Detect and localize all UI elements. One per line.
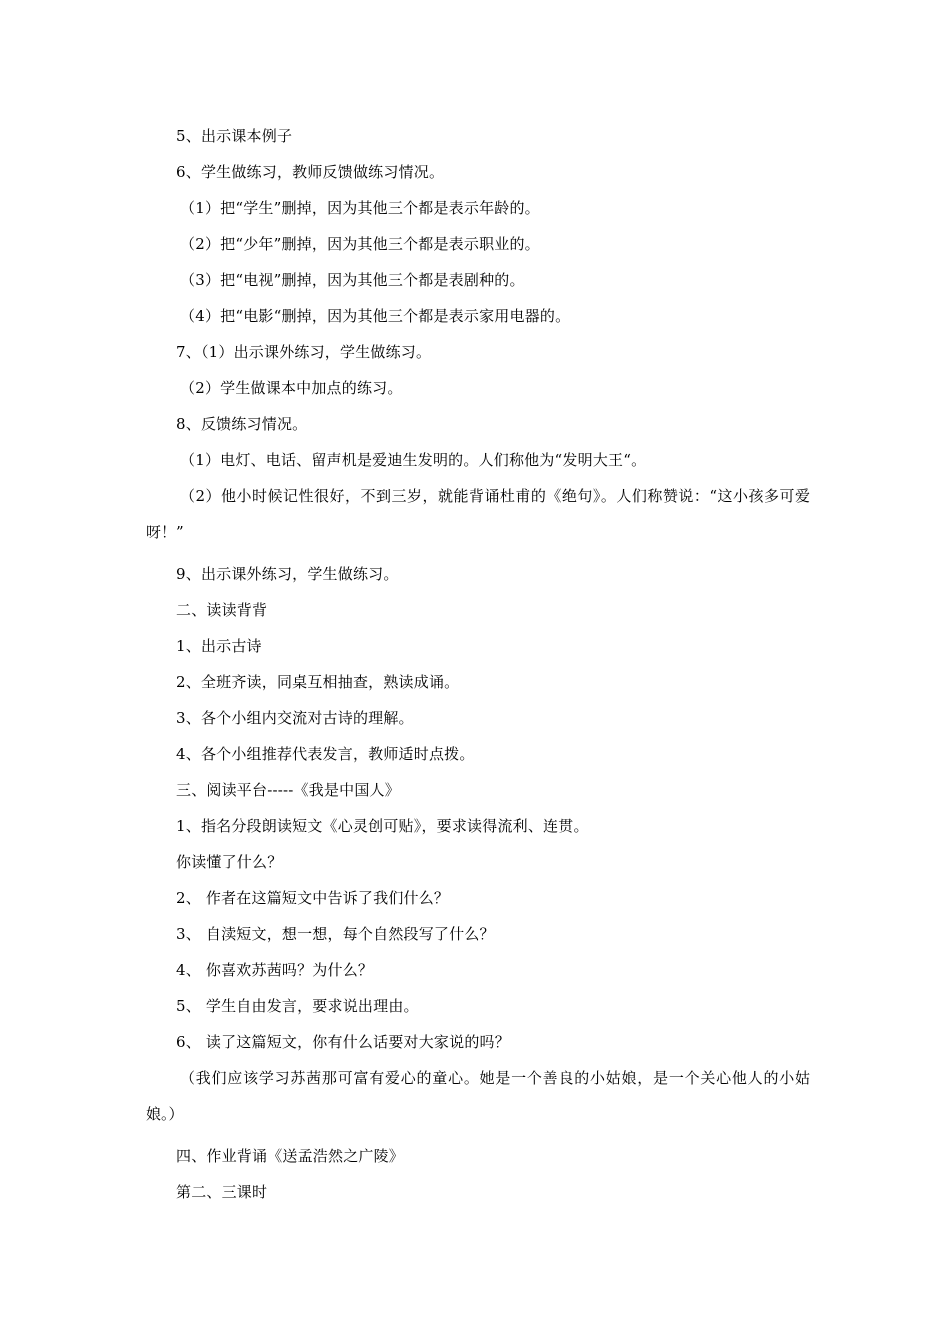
- text-line: 8、反馈练习情况。: [176, 415, 308, 433]
- section-heading: 二、读读背背: [176, 601, 268, 619]
- text-line: 第二、三课时: [176, 1183, 268, 1201]
- text-line: （1）电灯、电话、留声机是爱迪生发明的。人们称他为“发明大王“。: [180, 451, 647, 469]
- text-line: 4、各个小组推荐代表发言，教师适时点拨。: [176, 745, 475, 763]
- text-line: （3）把“电视”删掉，因为其他三个都是表剧种的。: [180, 271, 525, 289]
- text-line: （1）把“学生”删掉，因为其他三个都是表示年龄的。: [180, 199, 540, 217]
- text-line: 你读懂了什么？: [176, 853, 283, 871]
- text-line: 4、 你喜欢苏茜吗？为什么？: [176, 961, 374, 979]
- text-line: 7、（1）出示课外练习，学生做练习。: [176, 343, 432, 361]
- text-line: 5、 学生自由发言，要求说出理由。: [176, 997, 419, 1015]
- text-line: （2）学生做课本中加点的练习。: [180, 379, 403, 397]
- paragraph-wrapped: （我们应该学习苏茜那可富有爱心的童心。她是一个善良的小姑娘，是一个关心他人的小姑娘。）: [146, 1069, 810, 1123]
- text-line: 1、出示古诗: [176, 637, 262, 655]
- section-heading: 三、阅读平台-----《我是中国人》: [176, 781, 400, 799]
- text-line: 1、指名分段朗读短文《心灵创可贴》，要求读得流利、连贯。: [176, 817, 589, 835]
- paragraph-wrapped: （2）他小时候记性很好，不到三岁，就能背诵杜甫的《绝句》。人们称赞说：“这小孩多可爱呀！”: [146, 487, 810, 541]
- text-line: 5、出示课本例子: [176, 127, 293, 145]
- text-line: 9、出示课外练习，学生做练习。: [176, 565, 399, 583]
- text-line: 3、各个小组内交流对古诗的理解。: [176, 709, 414, 727]
- text-line: 6、学生做练习，教师反馈做练习情况。: [176, 163, 445, 181]
- section-heading: 四、作业背诵《送孟浩然之广陵》: [176, 1147, 405, 1165]
- text-line: 6、 读了这篇短文，你有什么话要对大家说的吗？: [176, 1033, 510, 1051]
- text-line: 2、 作者在这篇短文中告诉了我们什么？: [176, 889, 450, 907]
- text-line: （4）把“电影“删掉，因为其他三个都是表示家用电器的。: [180, 307, 571, 325]
- text-line: （2）把“少年”删掉，因为其他三个都是表示职业的。: [180, 235, 540, 253]
- text-line: 2、全班齐读，同桌互相抽查，熟读成诵。: [176, 673, 460, 691]
- text-line: 3、 自渎短文，想一想，每个自然段写了什么？: [176, 925, 495, 943]
